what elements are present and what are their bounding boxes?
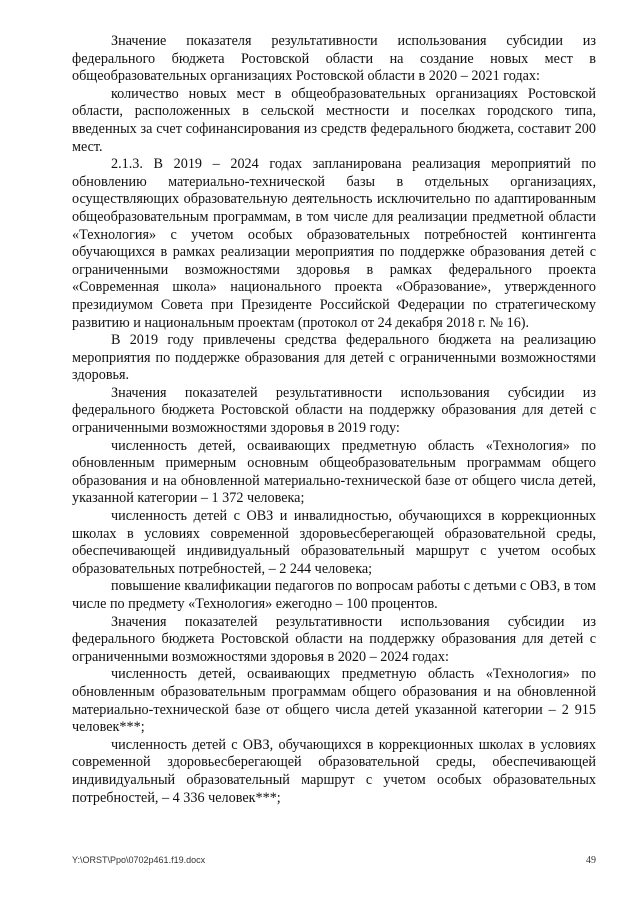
paragraph-teacher-training: повышение квалификации педагогов по вопросам работы с детьми с ОВЗ, в том числе по предмету «Технология» ежегодно – 100 процентов. xyxy=(72,578,596,612)
paragraph-technology-children-2019: численность детей, осваивающих предметную область «Технология» по обновленным примерным основным общеобразовательным программам общего образования и на обновленной материально-технической базе от общего числа детей, указанной категории – 1 372 человека; xyxy=(72,437,596,507)
paragraph-ovz-children-2019: численность детей с ОВЗ и инвалидностью, обучающихся в коррекционных школах в условиях современной здоровьесберегающей образовательной среды, обеспечивающей индивидуальный образовательный маршрут с учетом особых образовательных потребностей, – 2 244 человека; xyxy=(72,508,596,577)
paragraph-subsidy-indicator-new-places: Значение показателя результативности использования субсидии из федерального бюджета Ростовской области на создание новых мест в общеобразовательных организациях Ростовской области в 2020 – 2021 годах: xyxy=(72,33,596,85)
footer-file-path: Y:\ORST\Ppo\0702p461.f19.docx xyxy=(72,855,206,865)
paragraph-section-2-1-3: 2.1.3. В 2019 – 2024 годах запланирована реализация мероприятий по обновлению материально-технической базы в отдельных организациях, осуществляющих образовательную деятельность исключительно по адаптированным общеобразовательным программам, в том числе для реализации предметной области «Технология» с учетом особых образовательных потребностей контингента обучающихся в рамках реализации мероприятия по поддержке образования детей с ограниченными возможностями здоровья в рамках федерального проекта «Современная школа» национального проекта «Образование», утвержденного президиумом Совета при Президенте Российской Федерации по стратегическому развитию и национальным проектам (протокол от 24 декабря 2018 г. № 16). xyxy=(72,156,596,331)
paragraph-indicators-2020-2024-intro: Значения показателей результативности использования субсидии из федерального бюджета Ростовской области на поддержку образования для детей с ограниченными возможностями здоровья в 2020 – 2024 годах: xyxy=(72,613,596,665)
paragraph-federal-funds-2019: В 2019 году привлечены средства федерального бюджета на реализацию мероприятия по поддержке образования для детей с ограниченными возможностями здоровья. xyxy=(72,332,596,384)
document-body xyxy=(72,33,596,807)
paragraph-ovz-children-2020-2024: численность детей с ОВЗ, обучающихся в коррекционных школах в условиях современной здоровьесберегающей образовательной среды, обеспечивающей индивидуальный образовательный маршрут с учетом особых образовательных потребностей, – 4 336 человек***; xyxy=(72,736,596,806)
page-number: 49 xyxy=(586,855,596,866)
paragraph-technology-children-2020-2024: численность детей, осваивающих предметную область «Технология» по обновленным образовательным программам общего образования и на обновленной материально-технической базе от общего числа детей указанной категории – 2 915 человек***; xyxy=(72,666,596,736)
paragraph-new-places-count: количество новых мест в общеобразовательных организациях Ростовской области, расположенных в сельской местности и поселках городского типа, введенных за счет софинансирования из средств федерального бюджета, составит 200 мест. xyxy=(72,85,596,155)
paragraph-indicators-2019-intro: Значения показателей результативности использования субсидии из федерального бюджета Ростовской области на поддержку образования для детей с ограниченными возможностями здоровья в 2019 году: xyxy=(72,384,596,437)
